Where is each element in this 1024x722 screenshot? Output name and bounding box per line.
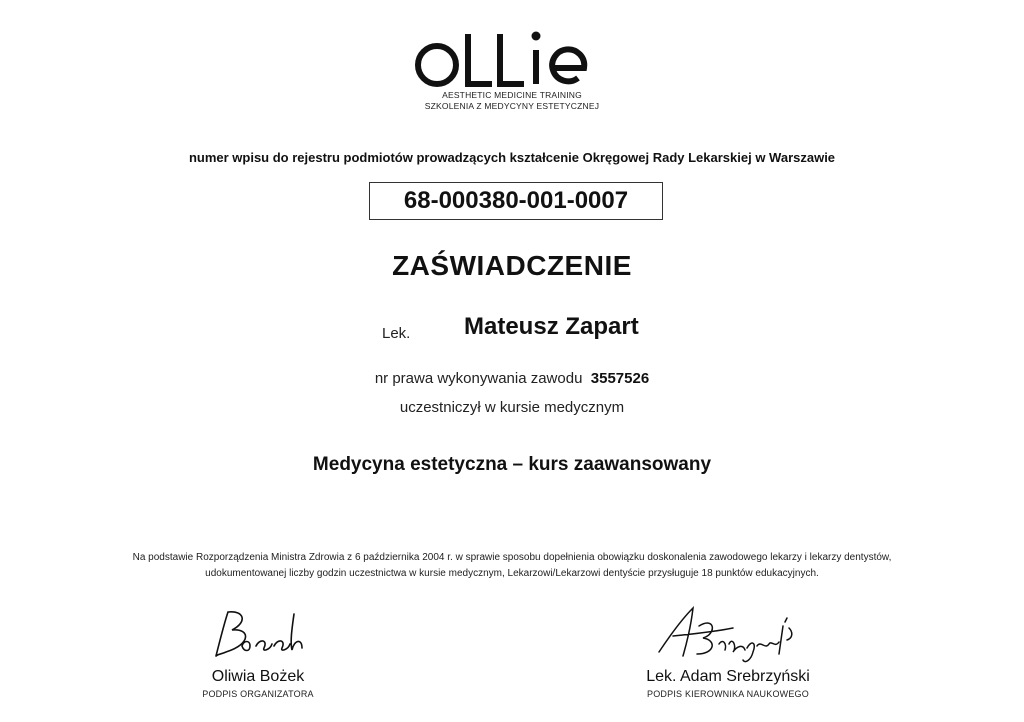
- course-name: Medycyna estetyczna – kurs zaawansowany: [312, 454, 712, 475]
- director-name: Lek. Adam Srebrzyński: [646, 668, 810, 685]
- registry-label: numer wpisu do rejestru podmiotów prowadzących kształcenie Okręgowej Rady Lekarskiej w Warszawie: [188, 150, 836, 165]
- registry-number-box: [369, 182, 663, 220]
- director-role: PODPIS KIEROWNIKA NAUKOWEGO: [647, 689, 809, 699]
- handwritten-signature-srebrzynski: [653, 604, 803, 666]
- license-label: nr prawa wykonywania zawodu: [374, 370, 583, 387]
- license-number: 3557526: [590, 370, 650, 387]
- tagline-pl: SZKOLENIA Z MEDYCYNY ESTETYCZNEJ: [424, 101, 600, 111]
- ollie-logo: [0, 28, 1024, 88]
- license-line: [0, 370, 1024, 387]
- organizer-name: Oliwia Bożek: [211, 668, 305, 685]
- title-prefix: Lek.: [382, 325, 411, 342]
- handwritten-signature-bozek: [198, 604, 318, 666]
- registry-number: 68-000380-001-0007: [403, 187, 629, 214]
- certificate-title: ZAŚWIADCZENIE: [392, 250, 632, 281]
- recipient-name: Mateusz Zapart: [464, 313, 639, 340]
- legal-text-line-1: Na podstawie Rozporządzenia Ministra Zdrowia z 6 października 2004 r. w sprawie sposobu dopełnienia obowiązku doskonalenia zawodowego lekarzy i lekarzy dentystów,: [132, 552, 892, 563]
- signature-organizer: [108, 604, 408, 699]
- organizer-role: PODPIS ORGANIZATORA: [202, 689, 314, 699]
- ollie-logo-icon: [412, 28, 612, 88]
- signature-scientific-director: [578, 604, 878, 699]
- tagline-en: AESTHETIC MEDICINE TRAINING: [442, 90, 582, 100]
- participation-text: uczestniczył w kursie medycznym: [399, 399, 625, 416]
- legal-text-line-2: udokumentowanej liczby godzin uczestnictwa w kursie medycznym, Lekarzowi/Lekarzowi dentyście przysługuje 18 punktów edukacyjnych.: [205, 568, 819, 579]
